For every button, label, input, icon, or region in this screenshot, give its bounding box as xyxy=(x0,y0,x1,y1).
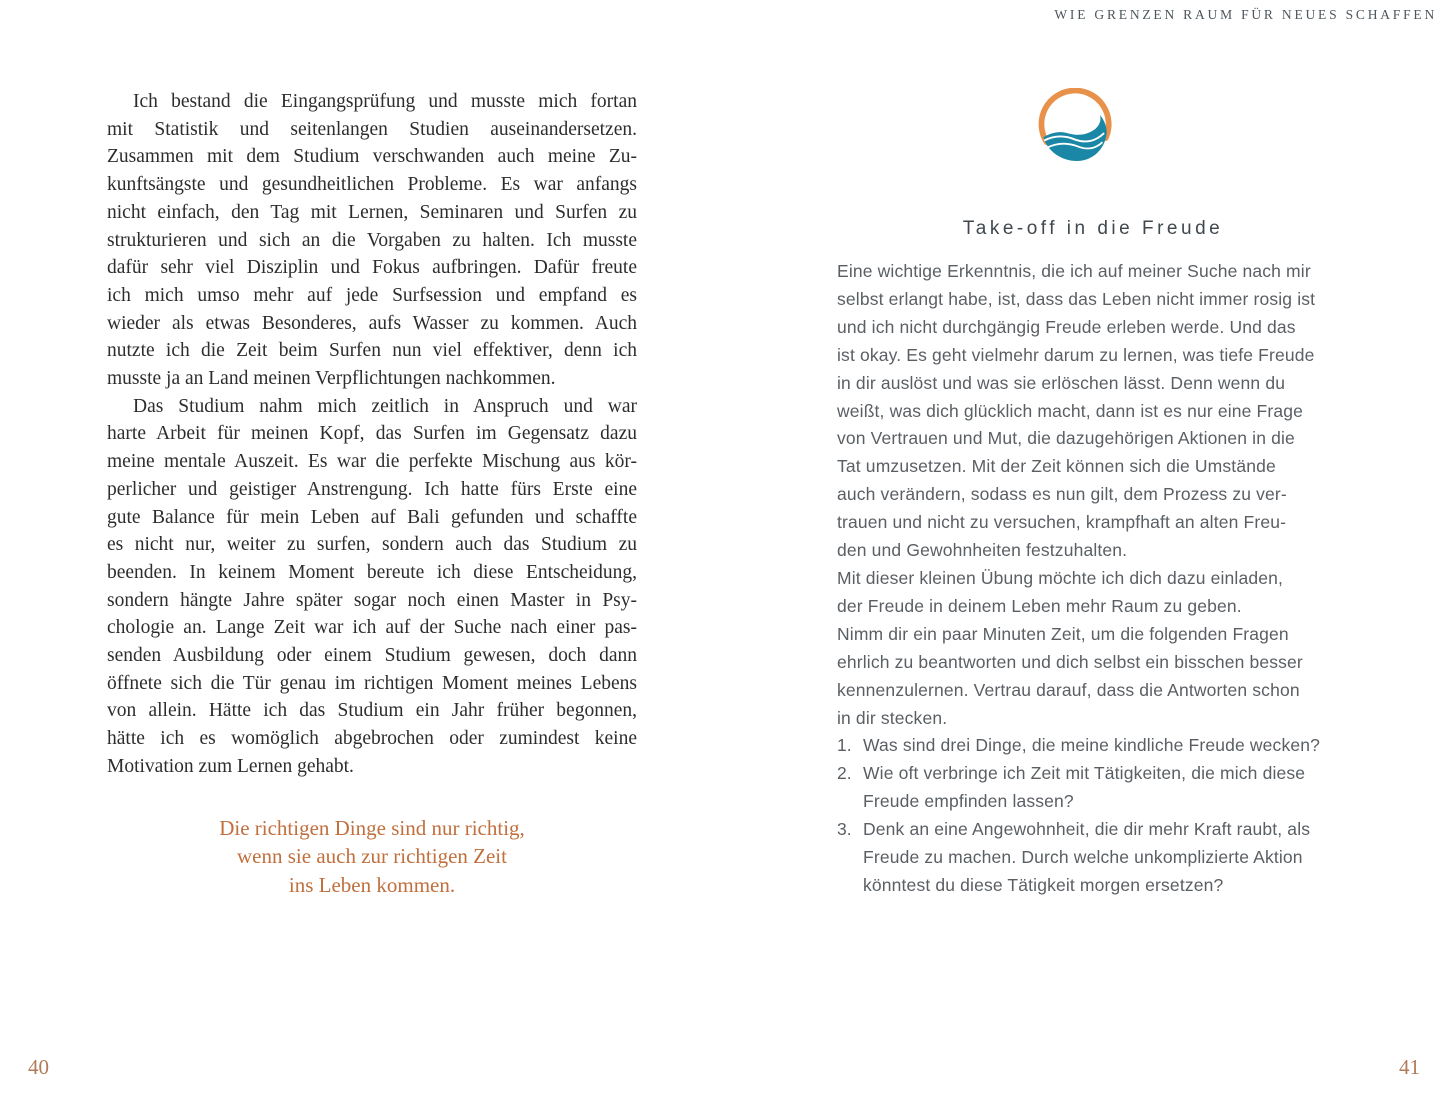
body-text-line: auch verändern, sodass es nun gilt, dem Prozess zu ver- xyxy=(837,484,1287,505)
section-heading: Take-off in die Freude xyxy=(962,218,1224,239)
sun-over-waves-logo-svg xyxy=(1035,88,1119,170)
running-header: WIE GRENZEN RAUM FÜR NEUES SCHAFFEN xyxy=(1054,7,1437,22)
question-list-item xyxy=(837,816,1349,900)
list-text-line: Wie oft verbringe ich Zeit mit Tätigkeiten, die mich diese xyxy=(863,763,1306,784)
left-page xyxy=(107,88,637,899)
body-text-line: strukturieren und sich an die Vorgaben zu halten. Ich musste xyxy=(107,229,637,251)
paragraph xyxy=(107,393,637,781)
body-text-line: gute Balance für mein Leben auf Bali gefunden und schaffte xyxy=(107,506,637,528)
body-text-line: es nicht nur, weiter zu surfen, sondern auch das Studium zu xyxy=(107,534,637,556)
paragraph xyxy=(107,88,637,393)
body-text-line: dafür sehr viel Disziplin und Fokus aufbringen. Dafür freute xyxy=(107,257,637,279)
list-text-line: Freude empfinden lassen? xyxy=(863,791,1074,812)
body-text-line: ehrlich zu beantworten und dich selbst ein bisschen besser xyxy=(837,651,1303,672)
body-text-line: meine mentale Auszeit. Es war die perfekte Mischung aus kör- xyxy=(107,451,637,473)
body-text-line: ich mich umso mehr auf jede Surfsession und empfand es xyxy=(107,284,637,306)
body-text-line: von allein. Hätte ich das Studium ein Jahr früher begonnen, xyxy=(107,700,637,722)
body-text-line: harte Arbeit für meinen Kopf, das Surfen im Gegensatz dazu xyxy=(107,423,637,445)
body-text-line: beenden. In keinem Moment bereute ich diese Entscheidung, xyxy=(107,561,637,583)
body-text-line: chologie an. Lange Zeit war ich auf der Suche nach einer pas- xyxy=(107,617,637,639)
list-item-number: 2. xyxy=(837,763,852,784)
list-text-line: Denk an eine Angewohnheit, die dir mehr Kraft raubt, als xyxy=(863,819,1311,840)
body-text-line: Das Studium nahm mich zeitlich in Anspruch und war xyxy=(133,395,637,417)
question-list xyxy=(837,732,1349,899)
body-text-line: den und Gewohnheiten festzuhalten. xyxy=(837,540,1128,561)
body-text-line: Nimm dir ein paar Minuten Zeit, um die folgenden Fragen xyxy=(837,623,1289,644)
body-text-line: Tat umzusetzen. Mit der Zeit können sich die Umstände xyxy=(837,456,1276,477)
list-item-text xyxy=(863,760,1349,816)
body-text-line: sondern hängte Jahre später sogar noch einen Master in Psy- xyxy=(107,589,637,611)
quote-line: Die richtigen Dinge sind nur richtig, xyxy=(219,815,525,840)
body-text-line: nicht einfach, den Tag mit Lernen, Seminaren und Surfen zu xyxy=(107,201,637,223)
quote-line: wenn sie auch zur richtigen Zeit xyxy=(237,844,507,869)
body-text-line: der Freude in deinem Leben mehr Raum zu geben. xyxy=(837,595,1242,616)
list-text-line: Freude zu machen. Durch welche unkomplizierte Aktion xyxy=(863,847,1303,868)
body-text-line: Zusammen mit dem Studium verschwanden auch meine Zu- xyxy=(107,146,637,168)
list-text-line: Was sind drei Dinge, die meine kindliche Freude wecken? xyxy=(863,735,1320,756)
body-text-line: kunftsängste und gesundheitlichen Probleme. Es war anfangs xyxy=(107,174,637,196)
list-item-number: 1. xyxy=(837,735,852,756)
body-text-line: öffnete sich die Tür genau im richtigen Moment meines Lebens xyxy=(107,672,637,694)
body-text-line: selbst erlangt habe, ist, dass das Leben nicht immer rosig ist xyxy=(837,288,1316,309)
page-number-left: 40 xyxy=(28,1055,49,1079)
quote-line: ins Leben kommen. xyxy=(288,872,456,897)
question-list-item xyxy=(837,760,1349,816)
body-text-line: Mit dieser kleinen Übung möchte ich dich dazu einladen, xyxy=(837,567,1284,588)
body-text-line: musste ja an Land meinen Verpflichtungen nachkommen. xyxy=(107,368,556,390)
body-text-line: nutzte ich die Zeit beim Surfen nun viel effektiver, denn ich xyxy=(107,340,637,362)
sun-over-waves-logo-icon xyxy=(1035,88,1119,170)
body-text-line: Eine wichtige Erkenntnis, die ich auf meiner Suche nach mir xyxy=(837,261,1311,281)
pull-quote xyxy=(107,814,637,900)
body-text-line: trauen und nicht zu versuchen, krampfhaft an alten Freu- xyxy=(837,512,1287,533)
body-text-line: in dir auslöst und was sie erlöschen lässt. Denn wenn du xyxy=(837,372,1286,393)
list-text-line: könntest du diese Tätigkeit morgen ersetzen? xyxy=(863,874,1224,895)
body-text-line: senden Ausbildung oder einem Studium gewesen, doch dann xyxy=(107,645,637,667)
right-page xyxy=(837,88,1349,900)
body-text-line: in dir stecken. xyxy=(837,707,948,728)
list-item-number: 3. xyxy=(837,819,852,840)
body-text-line: hätte ich es womöglich abgebrochen oder zumindest keine xyxy=(107,728,637,750)
body-text-line: ist okay. Es geht vielmehr darum zu lernen, was tiefe Freude xyxy=(837,344,1315,365)
right-page-body xyxy=(837,258,1349,732)
body-text-line: Ich bestand die Eingangsprüfung und musste mich fortan xyxy=(133,91,637,112)
list-item-text xyxy=(863,732,1349,760)
body-text-line: von Vertrauen und Mut, die dazugehörigen Aktionen in die xyxy=(837,428,1295,449)
page-number-right: 41 xyxy=(1399,1055,1420,1079)
question-list-item xyxy=(837,732,1349,760)
body-text-line: Motivation zum Lernen gehabt. xyxy=(107,755,354,777)
left-page-paragraphs xyxy=(107,88,637,781)
body-text-line: weißt, was dich glücklich macht, dann ist es nur eine Frage xyxy=(837,400,1304,421)
body-text-line: und ich nicht durchgängig Freude erleben werde. Und das xyxy=(837,316,1296,337)
body-text-line: perlicher und geistiger Anstrengung. Ich hatte fürs Erste eine xyxy=(107,478,637,500)
body-text-line: kennenzulernen. Vertrau darauf, dass die Antworten schon xyxy=(837,679,1300,700)
body-text-line: wieder als etwas Besonderes, aufs Wasser zu kommen. Auch xyxy=(107,312,637,334)
list-item-text xyxy=(863,816,1349,900)
body-text-line: mit Statistik und seitenlangen Studien auseinandersetzen. xyxy=(107,118,637,140)
